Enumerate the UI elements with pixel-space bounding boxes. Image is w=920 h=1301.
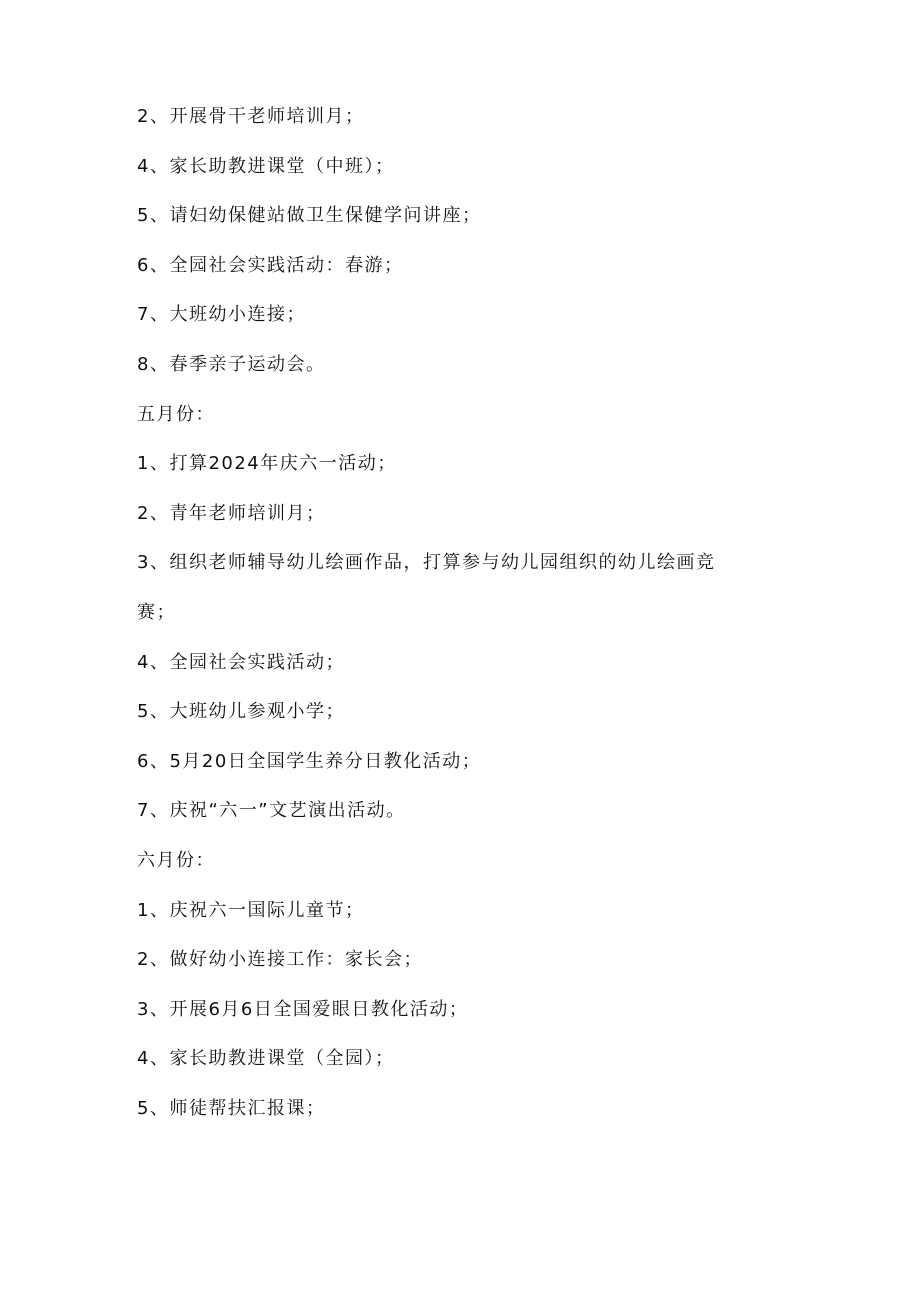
month-heading-may: 五月份： [137, 403, 215, 425]
plan-item: 6、5月20日全国学生养分日教化活动； [137, 750, 482, 772]
plan-item: 5、师徒帮扶汇报课； [137, 1097, 326, 1119]
plan-item: 6、全园社会实践活动：春游； [137, 254, 404, 276]
month-heading-june: 六月份： [137, 849, 215, 871]
plan-item: 7、庆祝“六一”文艺演出活动。 [137, 800, 406, 822]
plan-item-continuation: 赛； [137, 601, 176, 623]
plan-item: 5、大班幼儿参观小学； [137, 701, 345, 723]
plan-item: 2、做好幼小连接工作：家长会； [137, 949, 423, 971]
plan-item: 7、大班幼小连接； [137, 304, 306, 326]
plan-item: 5、请妇幼保健站做卫生保健学问讲座； [137, 205, 482, 227]
plan-item: 3、组织老师辅导幼儿绘画作品，打算参与幼儿园组织的幼儿绘画竞 [137, 552, 716, 574]
plan-item: 4、家长助教进课堂（中班）； [137, 155, 395, 177]
plan-item: 2、青年老师培训月； [137, 502, 326, 524]
plan-item: 4、全园社会实践活动； [137, 651, 345, 673]
plan-item: 8、春季亲子运动会。 [137, 353, 326, 375]
plan-item: 2、开展骨干老师培训月； [137, 106, 365, 127]
plan-item: 4、家长助教进课堂（全园）； [137, 1048, 395, 1070]
plan-item: 3、开展6月6日全国爱眼日教化活动； [137, 998, 469, 1020]
plan-item: 1、打算2024年庆六一活动； [137, 453, 397, 475]
plan-item: 1、庆祝六一国际儿童节； [137, 899, 365, 921]
document-body [137, 100, 797, 1141]
